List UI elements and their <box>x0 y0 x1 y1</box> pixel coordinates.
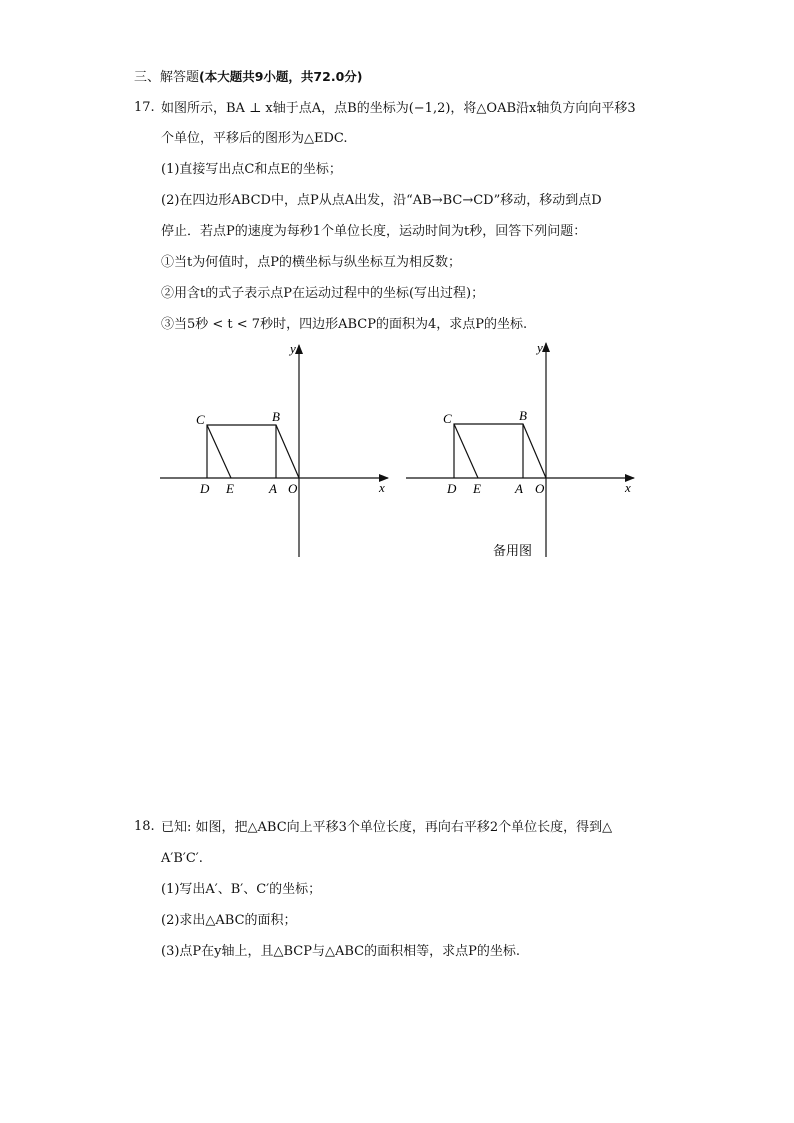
q18-number: 18. <box>134 819 155 834</box>
q18-part-1: (1)写出A′、B′、C′的坐标； <box>161 882 322 897</box>
label-b: B <box>272 409 280 424</box>
q17-part-2b: 停止．若点P的速度为每秒1个单位长度，运动时间为t秒，回答下列问题： <box>161 224 587 239</box>
label-e: E <box>226 481 234 496</box>
spare-x-label: x <box>625 480 631 495</box>
x-label: x <box>379 480 385 495</box>
spare-label-a: A <box>515 481 523 496</box>
section-title: 三、解答题 <box>134 70 200 85</box>
spare-label-b: B <box>519 408 527 423</box>
q17-sub-1: ①当t为何值时，点P的横坐标与纵坐标互为相反数； <box>161 255 461 270</box>
q18-part-2: (2)求出△ABC的面积； <box>161 913 297 928</box>
q17-sub-3: ③当5秒 < t < 7秒时，四边形ABCP的面积为4，求点P的坐标. <box>161 317 528 332</box>
label-c: C <box>196 412 205 427</box>
q18-part-3: (3)点P在y轴上，且△BCP与△ABC的面积相等，求点P的坐标. <box>161 944 520 959</box>
spare-label-e: E <box>473 481 481 496</box>
q17-main-figure <box>160 341 388 557</box>
label-d: D <box>200 481 210 496</box>
q17-number: 17. <box>134 100 155 115</box>
q18-line-1: 已知: 如图，把△ABC向上平移3个单位长度，再向右平移2个单位长度，得到△ <box>161 820 613 835</box>
segment-ce <box>207 425 231 478</box>
spare-label-d: D <box>447 481 457 496</box>
label-a: A <box>269 481 277 496</box>
section-subtitle: (本大题共9小题，共72.0分) <box>199 69 363 84</box>
y-label: y <box>290 341 296 356</box>
q17-part-2a: (2)在四边形ABCD中，点P从点A出发，沿“AB→BC→CD”移动，移动到点D <box>161 193 602 208</box>
q17-line-1: 如图所示，BA ⊥ x轴于点A，点B的坐标为(−1,2)，将△OAB沿x轴负方向向平移3 <box>161 101 636 116</box>
polygon-dcbo <box>207 425 299 478</box>
q18-line-2: A′B′C′. <box>161 851 203 866</box>
q17-spare-figure <box>406 340 634 559</box>
spare-label-c: C <box>443 411 452 426</box>
q17-sub-2: ②用含t的式子表示点P在运动过程中的坐标(写出过程)； <box>161 286 485 301</box>
spare-polygon-dcbo <box>454 424 546 478</box>
q17-part-1: (1)直接写出点C和点E的坐标； <box>161 162 342 177</box>
spare-label-o: O <box>535 481 545 496</box>
q17-line-2: 个单位，平移后的图形为△EDC. <box>161 131 348 146</box>
spare-segment-ce <box>454 424 478 478</box>
spare-y-label: y <box>537 340 543 355</box>
spare-figure-caption: 备用图 <box>493 544 533 559</box>
label-o: O <box>288 481 298 496</box>
